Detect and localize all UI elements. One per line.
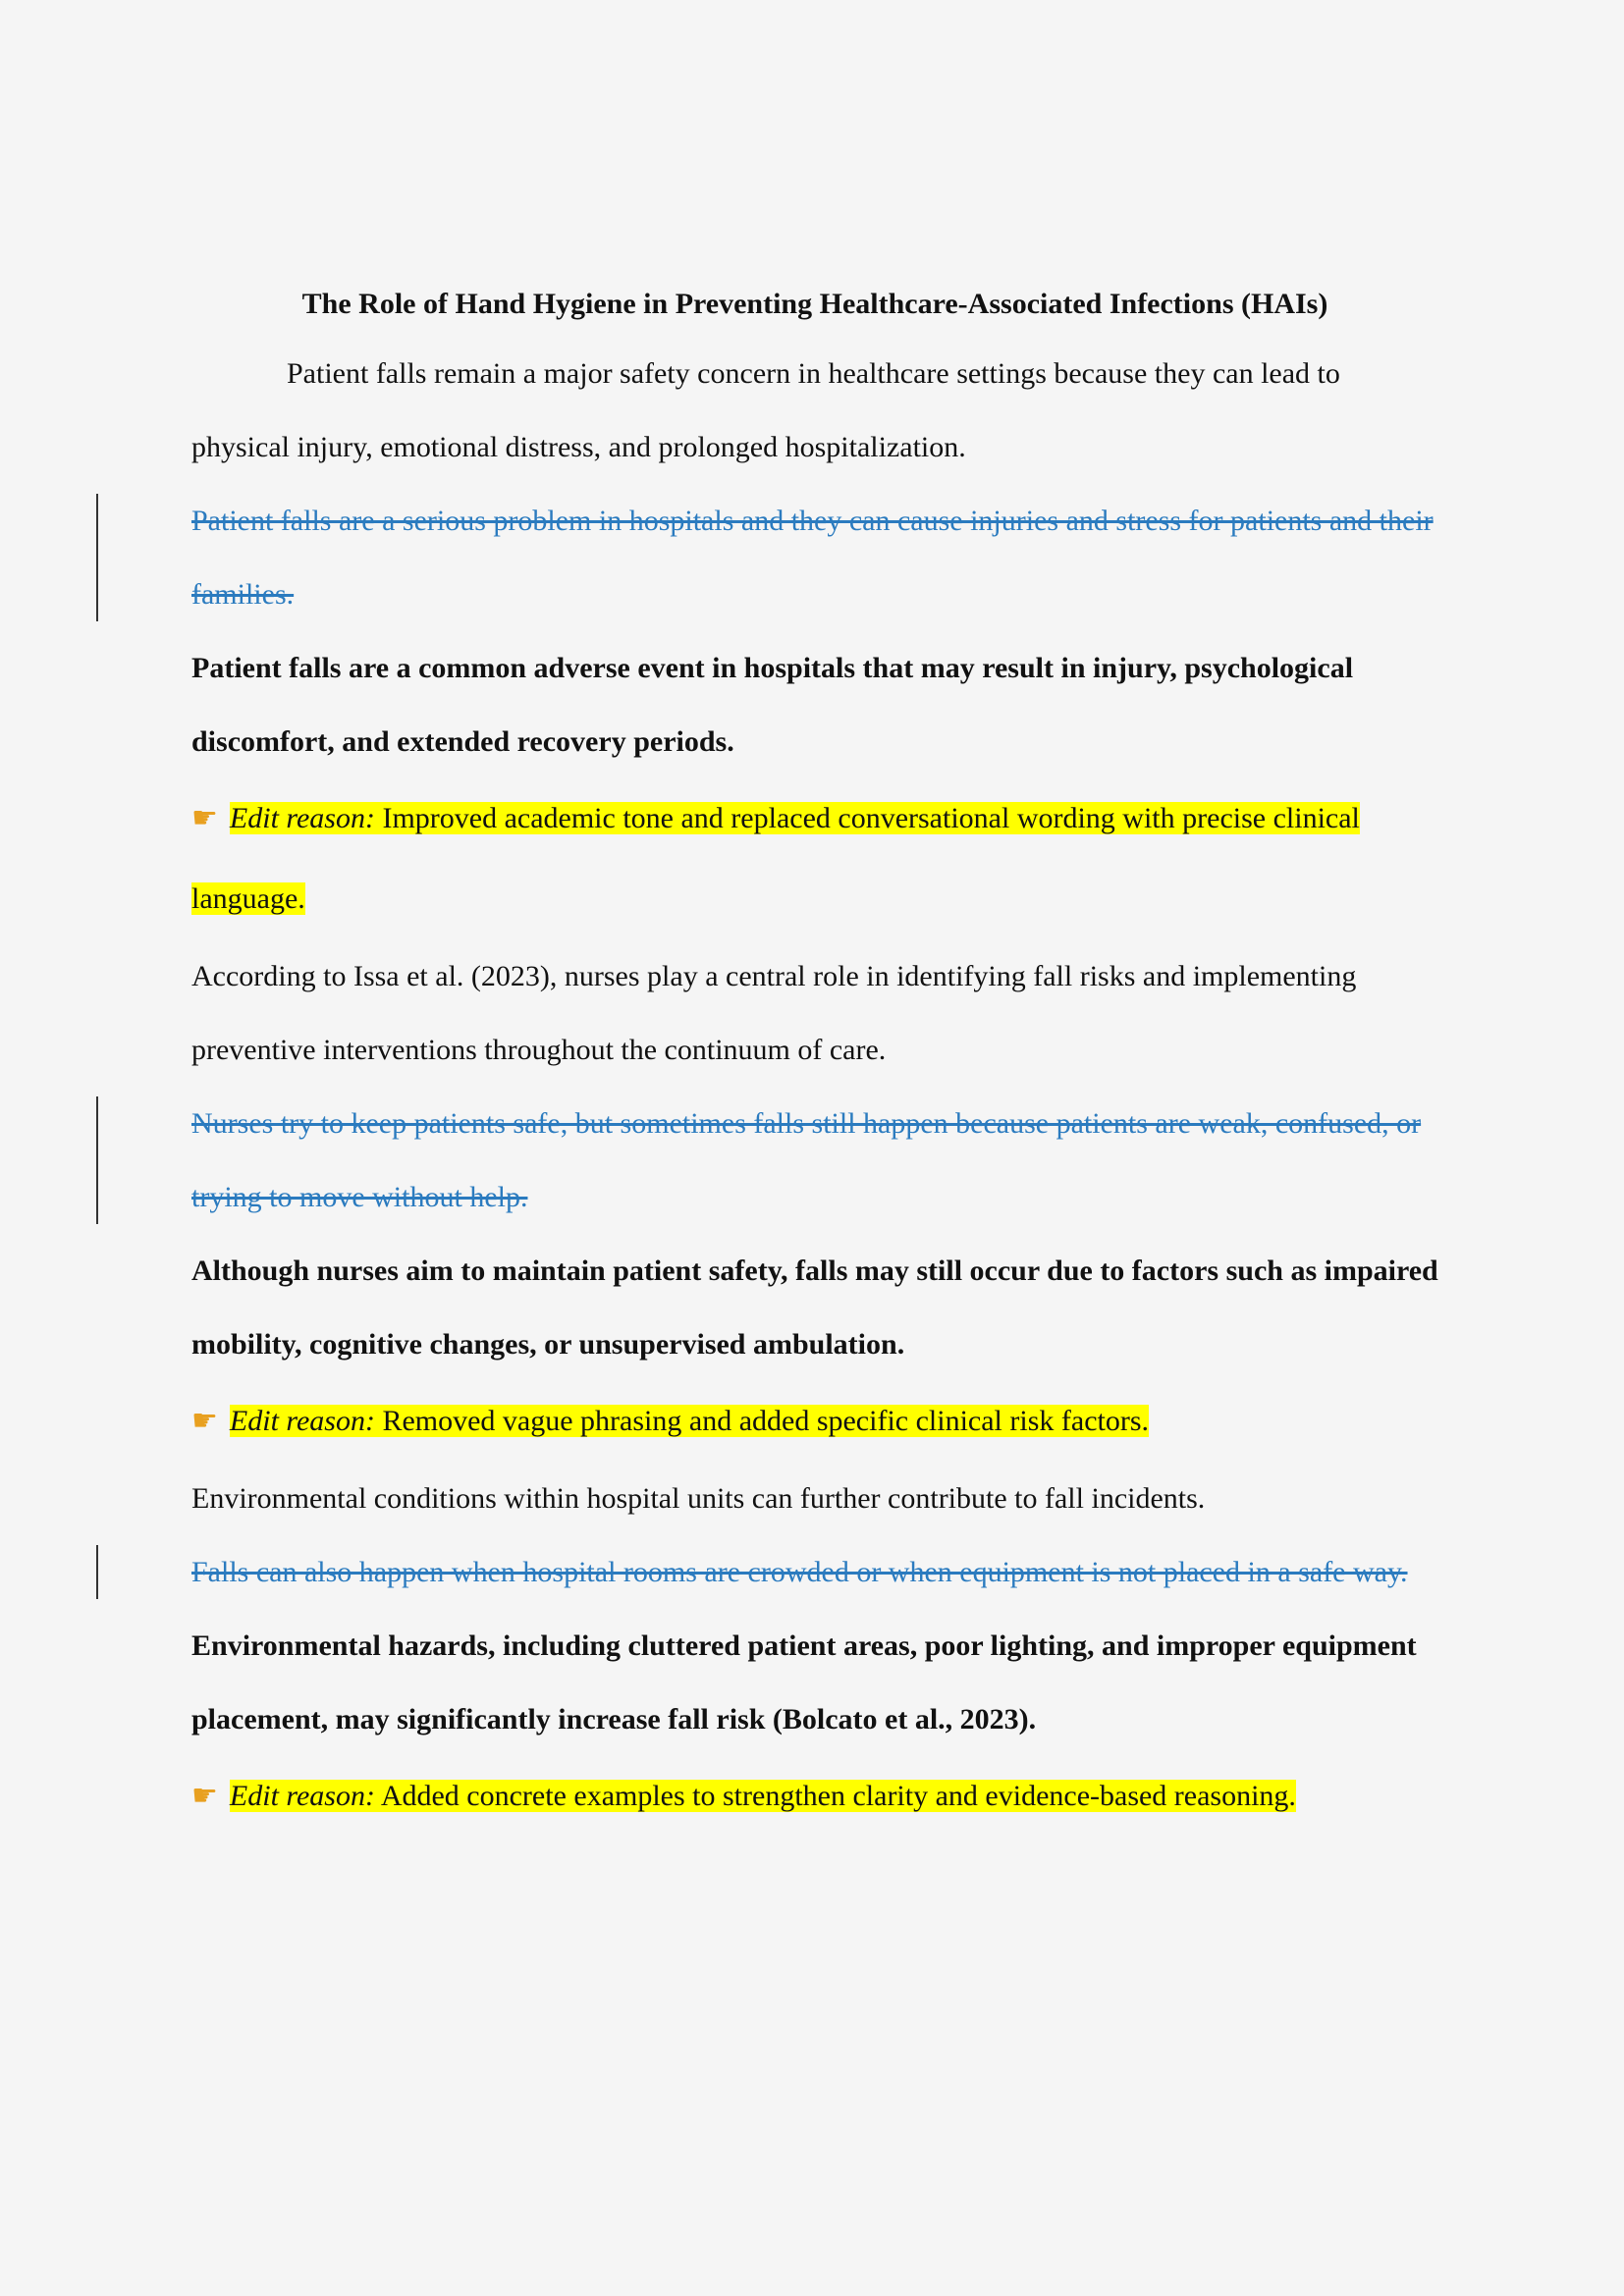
deleted-text-content: Falls can also happen when hospital rooms are crowded or when equipment is not placed in a safe way. <box>191 1556 1408 1588</box>
edit-reason-1 <box>191 778 1438 939</box>
change-bar <box>96 494 98 621</box>
deleted-text-3 <box>191 1535 1438 1609</box>
pointing-hand-icon: ☛ <box>191 801 218 835</box>
deleted-text-content: Nurses try to keep patients safe, but sometimes falls still happen because patients are weak, confused, or trying to move without help. <box>191 1107 1422 1213</box>
revised-text-1: Patient falls are a common adverse event in hospitals that may result in injury, psychological discomfort, and extended recovery periods. <box>191 652 1354 758</box>
edit-reason-text: Improved academic tone and replaced conversational wording with precise clinical language. <box>191 802 1360 915</box>
edit-reason-text: Removed vague phrasing and added specific clinical risk factors. <box>382 1405 1150 1437</box>
edit-reason-label: Edit reason: <box>229 1780 375 1812</box>
change-bar <box>96 1545 98 1599</box>
document-page <box>191 285 1438 1837</box>
edit-reason-text: Added concrete examples to strengthen clarity and evidence-based reasoning. <box>380 1780 1296 1812</box>
revised-text-2: Although nurses aim to maintain patient safety, falls may still occur due to factors such as impaired mobility, cognitive changes, or unsupervised ambulation. <box>191 1255 1438 1361</box>
change-bar <box>96 1096 98 1224</box>
pointing-hand-icon: ☛ <box>191 1779 218 1813</box>
context-paragraph-3: Environmental conditions within hospital units can further contribute to fall incidents. <box>191 1482 1206 1515</box>
context-paragraph-2: According to Issa et al. (2023), nurses play a central role in identifying fall risks and implementing preventive interventions throughout the continuum of care. <box>191 960 1357 1066</box>
deleted-text-2 <box>191 1087 1438 1234</box>
edit-reason-label: Edit reason: <box>229 1405 375 1437</box>
revised-text-3: Environmental hazards, including cluttered patient areas, poor lighting, and improper equipment placement, may significantly increase fall risk (Bolcato et al., 2023). <box>191 1629 1417 1735</box>
deleted-text-1 <box>191 484 1438 631</box>
document-title: The Role of Hand Hygiene in Preventing Healthcare-Associated Infections (HAIs) <box>301 288 1328 320</box>
pointing-hand-icon: ☛ <box>191 1404 218 1438</box>
deleted-text-content: Patient falls are a serious problem in hospitals and they can cause injuries and stress for patients and their families. <box>191 505 1434 611</box>
edit-reason-3 <box>191 1756 1438 1837</box>
edit-reason-label: Edit reason: <box>229 802 375 834</box>
edit-reason-2 <box>191 1381 1438 1462</box>
intro-paragraph: Patient falls remain a major safety concern in healthcare settings because they can lead to physical injury, emotional distress, and prolonged hospitalization. <box>191 357 1340 463</box>
